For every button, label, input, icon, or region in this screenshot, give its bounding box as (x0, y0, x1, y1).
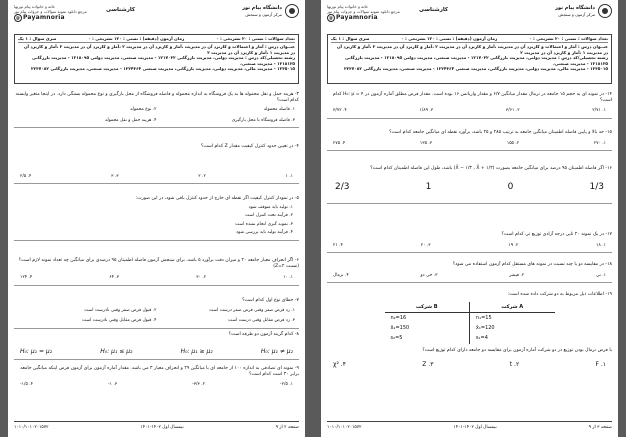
university-subtitle: مرکز آزمون و سنجش (245, 12, 282, 17)
option-1[interactable]: ۱. تی (595, 272, 606, 278)
question-count: تعداد سوالات : تستی : ۲۰ تشریحی : ۰ (216, 36, 295, 41)
table-row (385, 333, 555, 343)
brand-line-2: مرجع دانلود نمونه سوالات و جزوات پیام نور (14, 9, 87, 14)
company-table (385, 302, 555, 344)
option-1[interactable]: ۱. ۱ (285, 173, 293, 179)
options (327, 141, 612, 147)
question-text: ۱۸- در مقایسه دو یا چند نسبت در نمونه های مستقل کدام آزمون استفاده می شود؟ (452, 262, 612, 267)
brand-block (14, 4, 110, 22)
option-4[interactable]: 2/3 (335, 181, 350, 192)
question-text: ۴- در تعیین حدود کنترل کیفیت مقدار Z کدام است؟ (200, 144, 299, 149)
option-1[interactable]: ۱. ۱۸ (596, 242, 606, 248)
options (14, 308, 299, 324)
university-subtitle: مرکز آزمون و سنجش (558, 12, 595, 17)
table-row (385, 323, 555, 333)
option-3[interactable]: ۳. ۲۰ (420, 242, 431, 248)
options (327, 361, 612, 369)
option-2[interactable]: ۲. قبول فرض صفر وقتی نادرست است (84, 307, 157, 313)
option-3[interactable]: H₀: μ₁ ≤ μ₂ (100, 347, 133, 355)
question-followup: با فرض نرمال بودن توزیع در دو شرکت آماره آزمون برای مقایسه دو جامعه دارای کدام توزیع است؟ (422, 347, 612, 353)
question-7 (14, 298, 299, 329)
degree-label: کارشناسی (419, 7, 449, 13)
options (327, 108, 612, 114)
question-text: ۱۴- در نمونه ای به حجم ۱۵ جامعه در نرمال مقدار میانگین ۶/۷ و مقدار واریانس ۱۶ بوده است. مقدار فرض مطلق آماره آزمون در H₀: μ = ۴ کدام است؟ (332, 92, 612, 103)
options (14, 348, 299, 356)
exam-info-box (327, 34, 612, 84)
header-company-b: شرکت B (385, 302, 470, 313)
question-text: ۳- هزینه حمل و نقل محموله ها به یک فروشگاه به اندازه محموله و فاصله فروشگاه از محل بارگیری و نوع محموله بستگی دارد. در اینجا متغیر وابسته کدام است؟ (15, 92, 299, 103)
course-title: عنــوان درس : آمار و احتمالات و کاربرد آن در مدیریت ،آمار و کاربرد آن در مدیریت ۲ ،آمار و کاربرد آن در مدیریت ۲ ،آمار و کاربرد آن در مدیریت ۱ ،آمار و کاربرد آن در مدیریت ۲ (23, 44, 295, 55)
table-row (385, 312, 555, 323)
option-4[interactable]: ۴. ۲۱ (333, 242, 343, 248)
question-6 (14, 258, 299, 286)
options (327, 182, 612, 193)
option-3[interactable]: ۳. ۶۴ (109, 275, 120, 281)
option-2[interactable]: ۲. ۲ (198, 173, 206, 179)
option-2[interactable]: ۲. ۳/۳- (192, 382, 206, 388)
question-text: ۱۶- اگر فاصله اطمینان ۹۵ درصد برای میانگین جامعه بصورت (X̄ − ۱/۳ , X̄ + ۱/۳) باشد، طول این فاصله اطمینان کدام است؟ (370, 166, 612, 171)
page-footer (327, 421, 612, 433)
table-cell: x̄₂=150 (385, 323, 470, 333)
option-1[interactable]: ۱. ۲/۷۱ (592, 108, 606, 114)
option-1[interactable]: H₀: μ₁ ≠ μ₂ (260, 347, 293, 355)
table-cell: x̄₁=120 (475, 325, 495, 332)
option-4[interactable]: ۴. χ² (333, 361, 346, 369)
option-2[interactable]: ۲. ۳۰ (196, 275, 207, 281)
brand-name: Payamnoria (336, 14, 378, 21)
option-4[interactable]: ۴. ۳/۷۲ (333, 108, 347, 114)
option-4[interactable]: H₀: μ₁ = μ₂ (20, 347, 53, 355)
university-name: دانشگاه پیام نور (555, 5, 595, 11)
question-series: سری سوال : ۱ یک (18, 36, 57, 41)
option-2[interactable]: ۲. ۱۵۵ (506, 140, 520, 146)
option-1[interactable]: ۱. فاصله محموله (263, 107, 295, 113)
info-row (331, 36, 608, 43)
question-count: تعداد سوالات : تستی : ۲۰ تشریحی : ۰ (529, 36, 608, 41)
exam-code: ۱۰۱۰/۱۰۱۰۲۰۱۵۷۲ (327, 425, 362, 431)
questions-area (14, 86, 299, 421)
table-cell: s₁=4 (475, 335, 488, 342)
field-code-cont: ۱۲۳۵۰۱۵ - مدیریت مالی، مدیریت دولتی، مدیریت بازرگانی، مدیریت صنعتی ۱۲۲۴۳۶۴ - مدیریت صنعتی، مدیریت بازرگانی ۲۲۳۷۰۸۲ (31, 66, 295, 72)
page-header (14, 4, 299, 22)
option-1[interactable]: ۱. رد فرض صفر وقتی فرض صفر درست است (209, 307, 295, 313)
brand-line-1: خانه و خانواده پیام نوریها (14, 4, 56, 9)
question-18 (327, 262, 612, 283)
options (14, 174, 299, 180)
option-1[interactable]: ۱. تولید باید متوقف شود (248, 204, 293, 210)
question-text: ۱۹- اطلاعات ذیل مربوط به دو شرکت داده شده است: (507, 292, 612, 297)
option-1[interactable]: 1/3 (589, 181, 604, 192)
option-2[interactable]: H₀: μ₁ ≥ μ₂ (180, 347, 213, 355)
option-3[interactable]: ۳. ۱/۸۹ (419, 108, 434, 114)
page-footer (14, 421, 299, 433)
term: نیمسال اول ۱۴۰۲-۱۴۰۱ (453, 425, 497, 431)
question-14 (327, 92, 612, 119)
options (327, 243, 612, 249)
option-1[interactable]: ۱. ۲۷۰ (593, 140, 606, 146)
info-row (18, 36, 295, 43)
option-3[interactable]: 1 (425, 181, 432, 192)
option-2[interactable]: ۲. ۳/۶۱ (505, 108, 520, 114)
options (14, 205, 299, 236)
exam-page-left (8, 0, 305, 437)
exam-info-box (14, 34, 299, 84)
option-4[interactable]: ۴. هزینه حمل و نقل محموله (104, 117, 157, 123)
option-3[interactable]: ۳. فاصله فروشگاه تا محل بارگیری (231, 117, 295, 123)
option-2[interactable]: 0 (507, 181, 514, 192)
question-series: سری سوال : ۱ یک (331, 36, 370, 41)
option-2[interactable]: ۲. فیشر (509, 272, 525, 278)
option-3[interactable]: ۳. نمونه گیری انجام نشده است (235, 221, 293, 227)
options (14, 382, 299, 388)
exam-page-right (321, 0, 618, 437)
course-title: عنــوان درس : آمار و احتمالات و کاربرد آن در مدیریت ،آمار و کاربرد آن در مدیریت ۲ ،آمار و کاربرد آن در مدیریت ۲ ،آمار و کاربرد آن در مدیریت ۱ ،آمار و کاربرد آن در مدیریت ۲ (336, 44, 608, 55)
brand-logo (14, 14, 110, 22)
option-4[interactable]: ۴. فرآیند تولید باید بررسی شود (236, 230, 293, 236)
university-logo-icon (598, 4, 612, 18)
questions-area (327, 86, 612, 421)
question-15 (327, 130, 612, 151)
question-19 (327, 292, 612, 369)
term: نیمسال اول ۱۴۰۲-۱۴۰۱ (140, 425, 184, 431)
options (327, 273, 612, 279)
option-4[interactable]: ۴. قبول فرض مقابل وقتی نادرست است (82, 318, 157, 324)
question-text: ۸- کدام گزینه آزمون دو طرفه است؟ (228, 332, 299, 337)
question-text: ۹- نمونه ای تصادفی به اندازه ۱۰۰ از جامعه ای با میانگین ۲۹ و انحراف معیار ۳ می باشد. مقدار آماره آزمون برای آزمون فرض اینکه میانگین جامعه برابر ۳۰ است کدام است؟ (20, 366, 299, 377)
option-2[interactable]: ۲. t (509, 361, 520, 369)
table-cell: n₁=15 (475, 314, 492, 321)
exam-code: ۱۰۱۰/۱۰۱۰۲۰۱۵۷۲ (14, 425, 49, 431)
page-number: صفحه ۳ از ۹ (588, 425, 612, 431)
option-4[interactable]: ۴. ۲۷۵ (333, 140, 346, 146)
option-3[interactable]: ۳. Z (422, 361, 434, 369)
options (14, 107, 299, 123)
brand-line-2: مرجع دانلود نمونه سوالات و جزوات پیام نور (327, 9, 400, 14)
question-5 (14, 196, 299, 241)
brand-logo (327, 14, 423, 22)
field-code: رشته تحصیلی/کد درس : مدیریت دولتی، مدیریت بازرگانی ۱۲۱۷۰۳۲ - مدیریت صنعتی، مدیریت دولتی ۱۲۱۸۰۹۵ - مدیریت بازرگانی ۱۲۱۸۱۳۵ - مدیریت صنعتی، (32, 55, 295, 66)
exam-time: زمان آزمون (دقیقه) : تستی : ۱۲۰ تشریحی : ۰ (88, 36, 185, 41)
option-1[interactable]: ۱. F (595, 361, 606, 369)
option-1[interactable]: ۱. ۱۰ (283, 275, 293, 281)
option-4[interactable]: ۴. ۲/۵ (20, 173, 32, 179)
page-number: صفحه ۲ از ۹ (275, 425, 299, 431)
question-text: ۶- اگر انحراف معیار جامعه ۲۰ و میزان دقت برآورد ۵ باشد، برای سنجش آزمون فاصله اطمینان ۹۵ درصدی برای میانگین چه تعداد نمونه لازم است؟ (نسبت Z=۲) (18, 258, 299, 269)
table-cell: s₂=5 (385, 333, 470, 343)
degree-label: کارشناسی (106, 7, 136, 13)
university-logo-icon (285, 4, 299, 18)
exam-time: زمان آزمون (دقیقه) : تستی : ۱۲۰ تشریحی : ۰ (401, 36, 498, 41)
question-9 (14, 366, 299, 388)
question-text: ۷- خطای نوع اول کدام است؟ (241, 298, 299, 303)
options (14, 275, 299, 281)
option-3[interactable]: ۳. ۱- (107, 382, 118, 388)
option-3[interactable]: ۳. خی دو (420, 272, 438, 278)
header-company-a: شرکت A (469, 302, 554, 313)
option-2[interactable]: ۲. ۱۹ (508, 242, 519, 248)
question-3 (14, 92, 299, 128)
table-cell: n₂=16 (385, 312, 470, 323)
question-8 (14, 332, 299, 360)
option-3[interactable]: ۳. ۱۳۵ (419, 140, 433, 146)
field-code-cont: ۱۲۳۵۰۱۵ - مدیریت مالی، مدیریت دولتی، مدیریت بازرگانی، مدیریت صنعتی ۱۲۲۴۳۶۴ - مدیریت صنعتی، مدیریت بازرگانی ۲۲۳۷۰۸۲ (344, 66, 608, 72)
option-2[interactable]: ۲. فرآیند تحت کنترل است (245, 213, 293, 219)
question-16 (327, 166, 612, 204)
field-code: رشته تحصیلی/کد درس : مدیریت دولتی، مدیریت بازرگانی ۱۲۱۷۰۳۲ - مدیریت صنعتی، مدیریت دولتی ۱۲۱۸۰۹۵ - مدیریت بازرگانی ۱۲۱۸۱۳۵ - مدیریت صنعتی، (345, 55, 608, 66)
option-4[interactable]: ۴. ۱۲۴ (20, 275, 33, 281)
brand-name: Payamnoria (23, 14, 65, 21)
option-3[interactable]: ۳. رد فرض مقابل وقتی درست است (228, 318, 295, 324)
question-text: ۱۷- در یک نمونه ۲۰ تایی درجه آزادی توزیع تی کدام است؟ (501, 232, 612, 237)
brand-block (327, 4, 423, 22)
question-text: ۵- در نمودار کنترل کیفیت اگر نقطه ای خارج از حدود کنترل باقی شود، در این صورت: (135, 196, 299, 201)
at-icon: @ (15, 15, 21, 20)
brand-line-1: خانه و خانواده پیام نوریها (327, 4, 369, 9)
question-text: ۱۵- حد بالا و پایین فاصله اطمینان میانگین جامعه به ترتیب ۲۸۵ و ۲۵ باشد، برآورد نقطه ای میانگین جامعه کدام است؟ (389, 130, 612, 135)
university-name: دانشگاه پیام نور (242, 5, 282, 11)
option-3[interactable]: ۳. ۳ (111, 173, 119, 179)
page-header (327, 4, 612, 22)
question-4 (14, 144, 299, 184)
question-17 (327, 232, 612, 253)
option-4[interactable]: ۴. ۱/۵- (20, 382, 33, 388)
option-2[interactable]: ۲. نوع محموله (130, 107, 157, 113)
at-icon: @ (328, 15, 334, 20)
option-4[interactable]: ۴. نرمال (333, 272, 349, 278)
option-1[interactable]: ۱. ۲/۵- (280, 382, 293, 388)
